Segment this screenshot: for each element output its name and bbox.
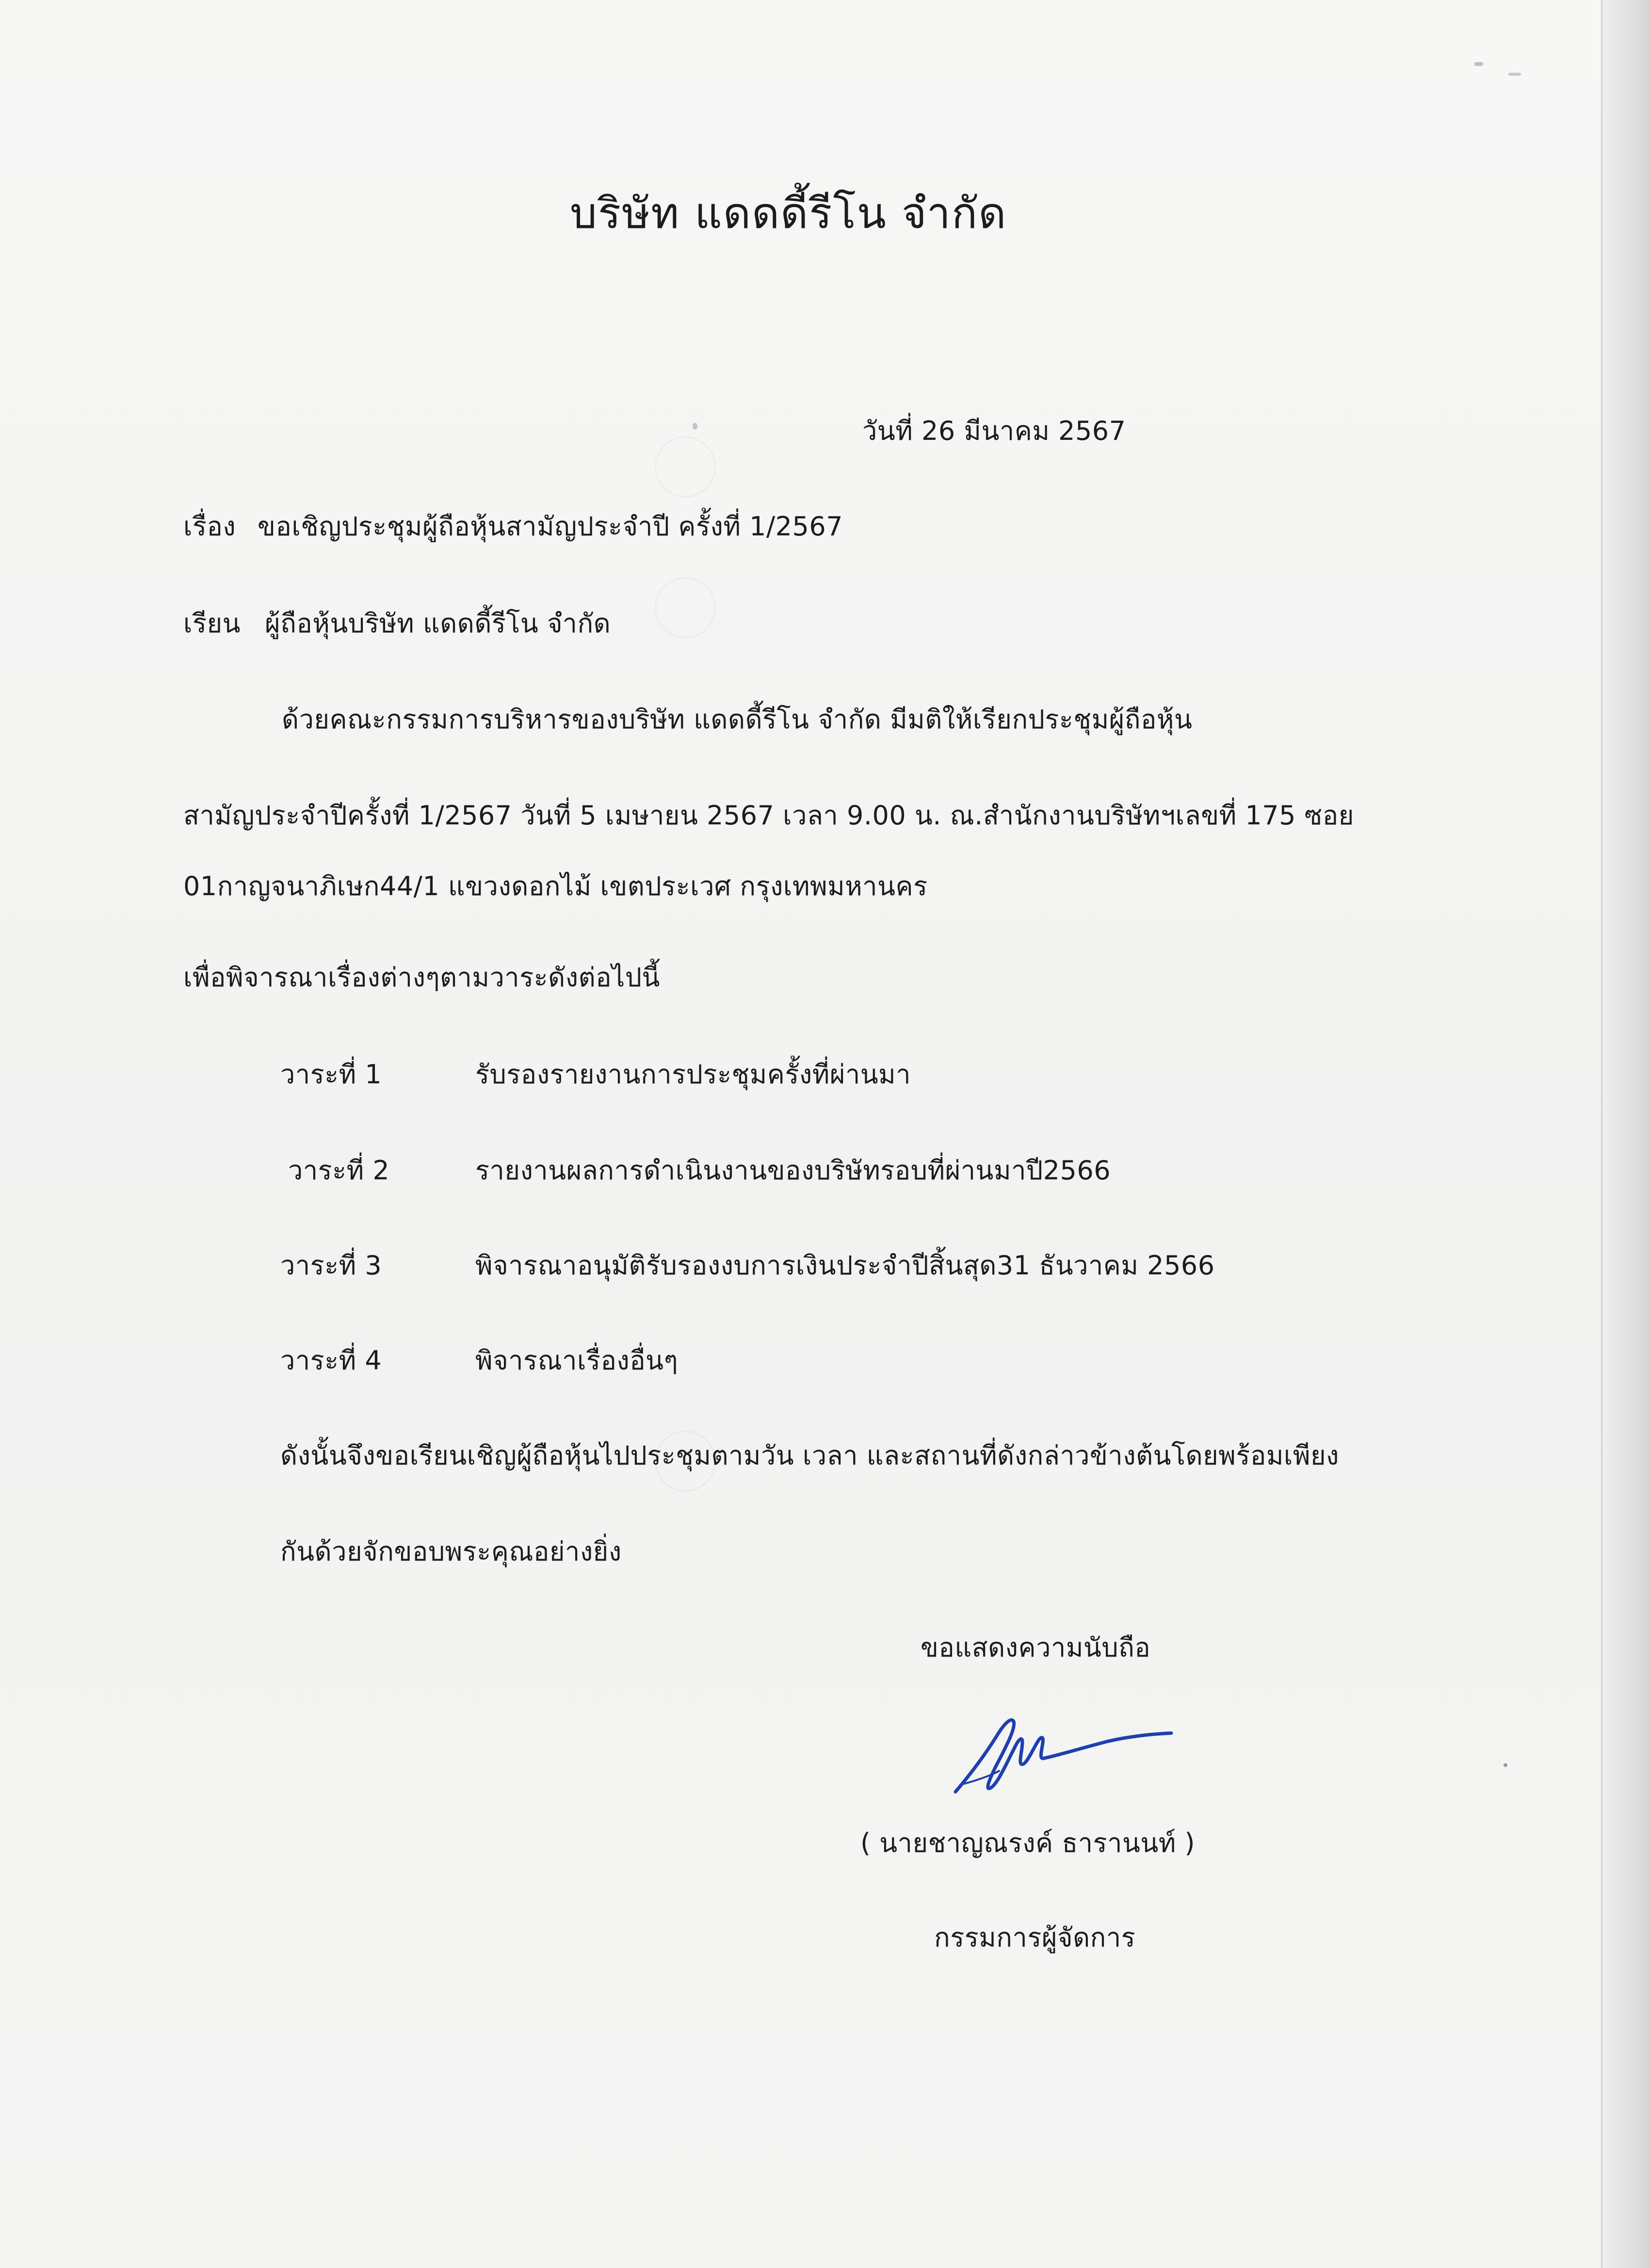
addressee-label: เรียน xyxy=(183,608,241,639)
body-paragraph-line: เพื่อพิจารณาเรื่องต่างๆตามวาระดังต่อไปนี้ xyxy=(183,962,660,993)
agenda-item-text: พิจารณาเรื่องอื่นๆ xyxy=(475,1345,679,1376)
closing-line: กันด้วยจักขอบพระคุณอย่างยิ่ง xyxy=(280,1536,622,1567)
scan-speck xyxy=(1474,62,1483,66)
closing-line: ดังนั้นจึงขอเรียนเชิญผู้ถือหุ้นไปประชุมตามวัน เวลา และสถานที่ดังกล่าวข้างต้นโดยพร้อมเพียง xyxy=(280,1440,1339,1471)
scan-speck xyxy=(1508,73,1521,76)
faint-ring-impression xyxy=(655,436,716,498)
scan-speck xyxy=(693,423,697,430)
agenda-item-label: วาระที่ 3 xyxy=(280,1250,382,1281)
addressee-text: ผู้ถือหุ้นบริษัท แดดดี้รีโน จำกัด xyxy=(265,608,611,639)
company-title: บริษัท แดดดี้รีโน จำกัด xyxy=(570,188,1007,238)
signatory-position: กรรมการผู้จัดการ xyxy=(934,1922,1136,1953)
agenda-item-label: วาระที่ 1 xyxy=(280,1059,382,1090)
body-paragraph-line: สามัญประจำปีครั้งที่ 1/2567 วันที่ 5 เมษายน 2567 เวลา 9.00 น. ณ.สำนักงานบริษัทฯเลขที่ 175 ซอย xyxy=(183,800,1354,831)
agenda-item-label: วาระที่ 2 xyxy=(288,1155,390,1186)
agenda-item-text: รับรองรายงานการประชุมครั้งที่ผ่านมา xyxy=(475,1059,911,1090)
subject-label: เรื่อง xyxy=(183,511,236,542)
agenda-item-text: พิจารณาอนุมัติรับรองงบการเงินประจำปีสิ้นสุด31 ธันวาคม 2566 xyxy=(475,1250,1215,1281)
faint-ring-impression xyxy=(655,577,716,638)
signatory-name: ( นายชาญณรงค์ ธารานนท์ ) xyxy=(860,1828,1196,1858)
paper-edge-shadow xyxy=(1601,0,1649,2268)
letter-date: วันที่ 26 มีนาคม 2567 xyxy=(862,416,1126,446)
scan-speck xyxy=(1504,1763,1507,1767)
handwritten-signature xyxy=(951,1702,1179,1814)
agenda-item-label: วาระที่ 4 xyxy=(280,1345,382,1376)
sign-off: ขอแสดงความนับถือ xyxy=(921,1632,1151,1663)
body-paragraph-line: ด้วยคณะกรรมการบริหารของบริษัท แดดดี้รีโน จำกัด มีมติให้เรียกประชุมผู้ถือหุ้น xyxy=(282,704,1193,735)
agenda-item-text: รายงานผลการดำเนินงานของบริษัทรอบที่ผ่านมาปี2566 xyxy=(475,1155,1111,1186)
body-paragraph-line: 01กาญจนาภิเษก44/1 แขวงดอกไม้ เขตประเวศ กรุงเทพมหานคร xyxy=(183,871,928,901)
subject-text: ขอเชิญประชุมผู้ถือหุ้นสามัญประจำปี ครั้งที่ 1/2567 xyxy=(258,511,843,542)
